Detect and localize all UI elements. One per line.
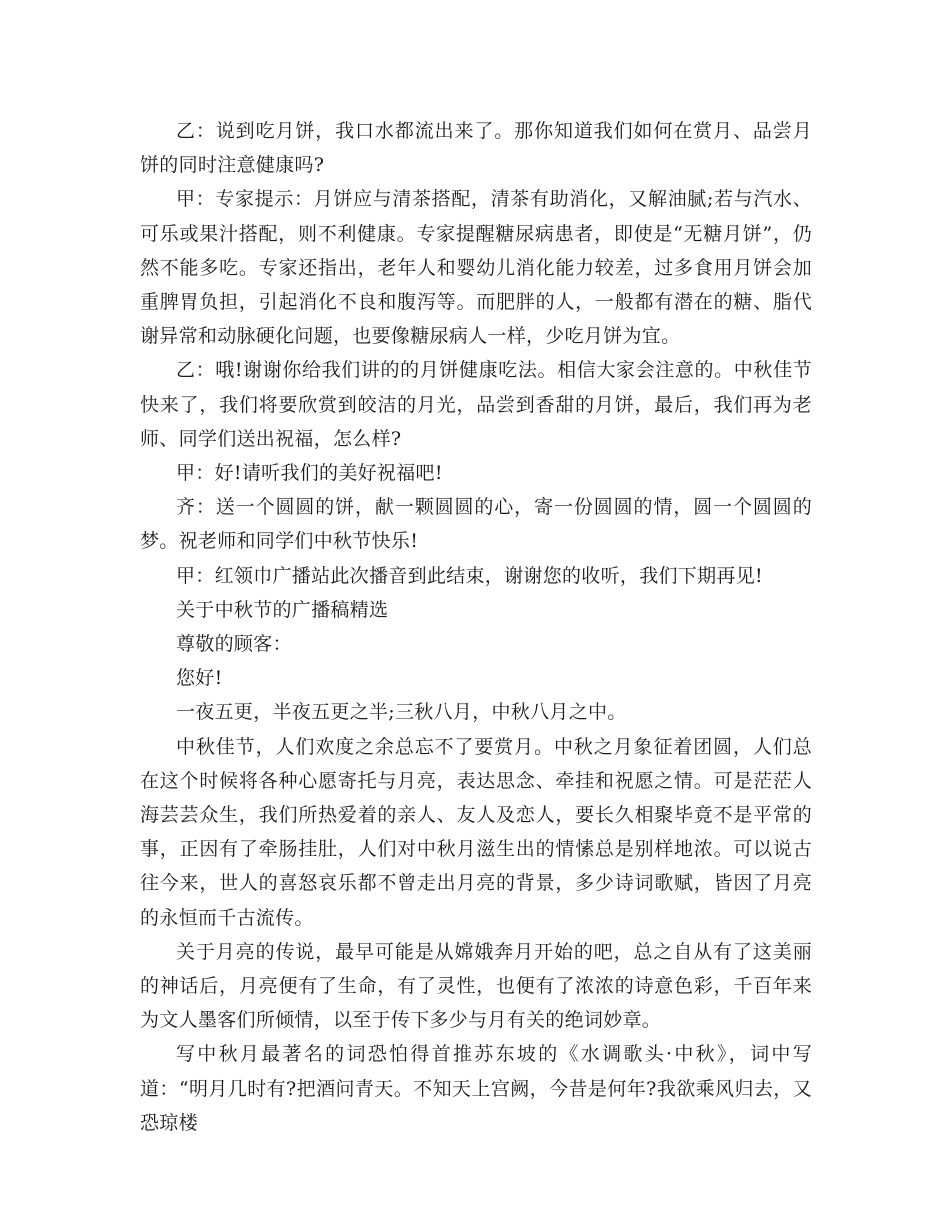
couplet-line: 一夜五更，半夜五更之半;三秋八月，中秋八月之中。 (176, 701, 627, 724)
paragraph-mid-autumn-moon: 中秋佳节，人们欢度之余总忘不了要赏月。中秋之月象征着团圆，人们总在这个时候将各种心愿寄托与月亮，表达思念、牵挂和祝愿之情。可是茫茫人海芸芸众生，我们所热爱着的亲人、友人及恋人，要长久相聚毕竟不是平常的事，正因有了牵肠挂肚，人们对中秋月滋生出的情愫总是别样地浓。可以说古往今来，世人的喜怒哀乐都不曾走出月亮的背景，多少诗词歌赋，皆因了月亮的永恒而千古流传。 (140, 735, 812, 929)
document-body (140, 114, 812, 1140)
paragraph-yi-thanks: 乙：哦!谢谢你给我们讲的的月饼健康吃法。相信大家会注意的。中秋佳节快来了，我们将要欣赏到皎洁的月光，品尝到香甜的月饼，最后，我们再为老师、同学们送出祝福，怎么样? (140, 359, 812, 450)
paragraph-jia-blessing: 甲：好!请听我们的美好祝福吧! (176, 462, 443, 485)
greeting: 您好! (176, 667, 223, 690)
paragraph-moon-legend: 关于月亮的传说，最早可能是从嫦娥奔月开始的吧，总之自从有了这美丽的神话后，月亮便有了生命，有了灵性，也便有了浓浓的诗意色彩，千百年来为文人墨客们所倾情，以至于传下多少与月有关的绝词妙章。 (140, 940, 812, 1032)
paragraph-jia-closing: 甲：红领巾广播站此次播音到此结束，谢谢您的收听，我们下期再见! (176, 564, 763, 587)
paragraph-qi-together: 齐：送一个圆圆的饼，献一颗圆圆的心，寄一份圆圆的情，圆一个圆圆的梦。祝老师和同学们中秋节快乐! (140, 496, 812, 553)
salutation: 尊敬的顾客： (176, 633, 292, 656)
section-title: 关于中秋节的广播稿精选 (176, 598, 389, 621)
paragraph-jia-expert-tips: 甲：专家提示：月饼应与清茶搭配，清茶有助消化，又解油腻;若与汽水、可乐或果汁搭配，则不利健康。专家提醒糖尿病患者，即使是“无糖月饼”，仍然不能多吃。专家还指出，老年人和婴幼儿消化能力较差，过多食用月饼会加重脾胃负担，引起消化不良和腹泻等。而肥胖的人，一般都有潜在的糖、脂代谢异常和动脉硬化问题，也要像糖尿病人一样，少吃月饼为宜。 (140, 188, 812, 348)
paragraph-su-dongpo-poem: 写中秋月最著名的词恐怕得首推苏东坡的《水调歌头·中秋》，词中写道：“明月几时有?把酒问青天。不知天上宫阙，今昔是何年?我欲乘风归去，又恐琼楼 (140, 1043, 812, 1134)
paragraph-yi-health-question: 乙：说到吃月饼，我口水都流出来了。那你知道我们如何在赏月、品尝月饼的同时注意健康吗? (140, 120, 812, 177)
